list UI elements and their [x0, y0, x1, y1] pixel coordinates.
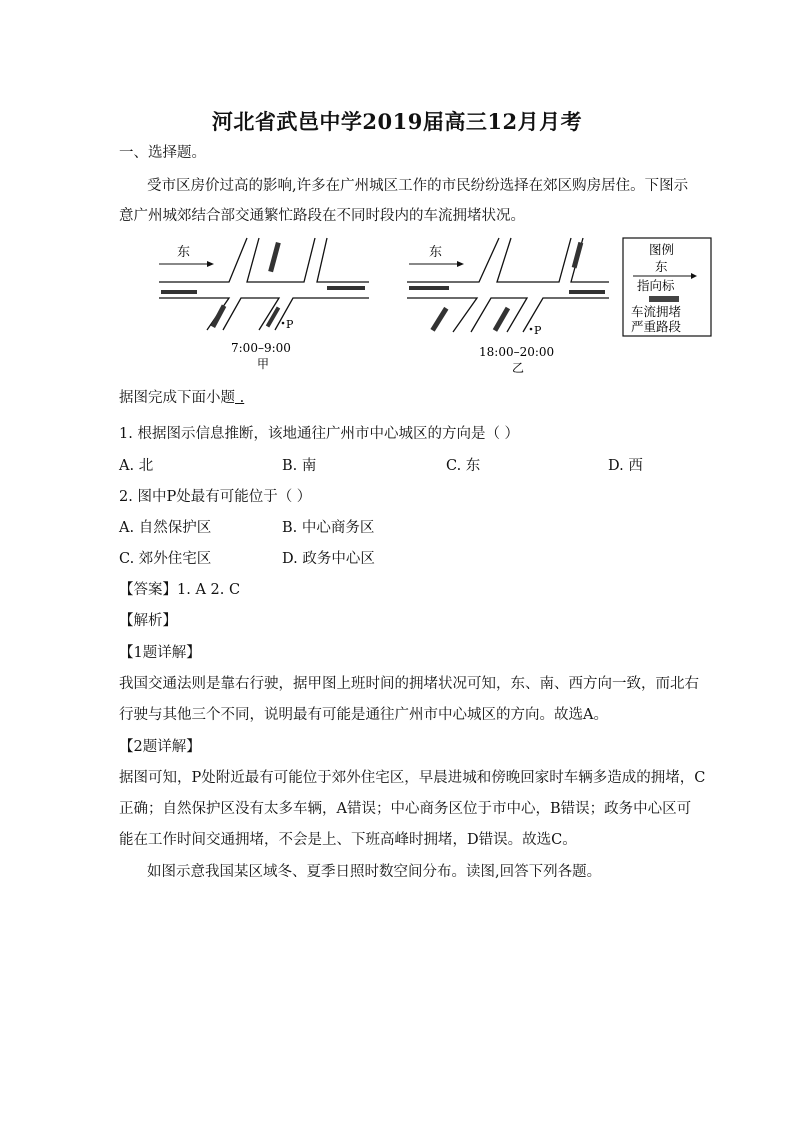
jam-segment: [572, 242, 584, 268]
jam-segment: [327, 286, 365, 290]
traffic-figure: [119, 234, 719, 374]
panel-name-right: 乙: [512, 361, 525, 374]
question-2-stem: 2. 图中P处最有可能位于（ ）: [119, 489, 312, 505]
panel-left: [159, 238, 369, 330]
q1-detail-line-2: 行驶与其他三个不同，说明最有可能是通往广州市中心城区的方向。故选A。: [119, 707, 608, 723]
q2-option-b: B. 中心商务区: [282, 520, 375, 536]
legend-jam-swatch: [649, 296, 679, 302]
point-p-left: P: [286, 318, 294, 331]
intro-line-2: 意广州城郊结合部交通繁忙路段在不同时段内的车流拥堵状况。: [119, 208, 525, 224]
time-right: 18:00–20:00: [479, 345, 555, 359]
q2-detail-line-1: 据图可知，P处附近最有可能位于郊外住宅区，早晨进城和傍晚回家时车辆多造成的拥堵，C: [119, 770, 706, 786]
page-title: 河北省武邑中学2019届高三12月月考: [211, 109, 583, 134]
east-label-left: 东: [177, 245, 191, 260]
legend-jam-label-1: 车流拥堵: [631, 304, 682, 319]
legend-jam-label-2: 严重路段: [631, 319, 682, 334]
legend-east: 东: [655, 259, 668, 274]
q1-option-b: B. 南: [282, 458, 317, 474]
q2-detail-line-2: 正确；自然保护区没有太多车辆，A错误；中心商务区位于市中心，B错误；政务中心区可: [119, 801, 692, 817]
q1-option-a: A. 北: [119, 458, 154, 474]
q2-option-c: C. 郊外住宅区: [119, 551, 212, 567]
legend-box: [623, 238, 711, 336]
q2-detail-line-3: 能在工作时间交通拥堵，不会是上、下班高峰时拥堵，D错误。故选C。: [119, 832, 577, 848]
q1-detail-heading: 【1题详解】: [119, 645, 201, 661]
question-1-stem: 1. 根据图示信息推断，该地通往广州市中心城区的方向是（ ）: [119, 426, 520, 442]
jam-segment: [493, 307, 510, 332]
legend-arrow-label: 指向标: [637, 278, 675, 293]
next-intro-line: 如图示意我国某区域冬、夏季日照时数空间分布。读图,回答下列各题。: [147, 864, 602, 880]
jam-segment: [430, 307, 448, 332]
point-p-right: P: [534, 324, 542, 337]
section-heading: 一、选择题。: [119, 145, 206, 161]
jam-segment: [268, 242, 281, 272]
intro-line-1: 受市区房价过高的影响,许多在广州城区工作的市民纷纷选择在郊区购房居住。下图示: [147, 178, 689, 194]
instruction-text: 据图完成下面小题 .: [119, 390, 245, 406]
jam-segment: [409, 286, 449, 290]
time-left: 7:00–9:00: [231, 341, 291, 355]
panel-name-left: 甲: [257, 357, 270, 371]
analysis-heading: 【解析】: [119, 613, 177, 629]
q1-option-d: D. 西: [608, 458, 643, 474]
q2-option-a: A. 自然保护区: [119, 520, 212, 536]
jam-segment: [211, 304, 227, 328]
q2-option-d: D. 政务中心区: [282, 551, 375, 567]
jam-segment: [569, 290, 605, 294]
answer-line: 【答案】1. A 2. C: [119, 582, 241, 598]
legend-title: 图例: [649, 242, 675, 257]
east-label-right: 东: [429, 245, 443, 260]
q2-detail-heading: 【2题详解】: [119, 739, 201, 755]
q1-option-c: C. 东: [446, 458, 481, 474]
jam-segment: [161, 290, 197, 294]
q1-detail-line-1: 我国交通法则是靠右行驶，据甲图上班时间的拥堵状况可知，东、南、西方向一致，而北右: [119, 676, 699, 692]
